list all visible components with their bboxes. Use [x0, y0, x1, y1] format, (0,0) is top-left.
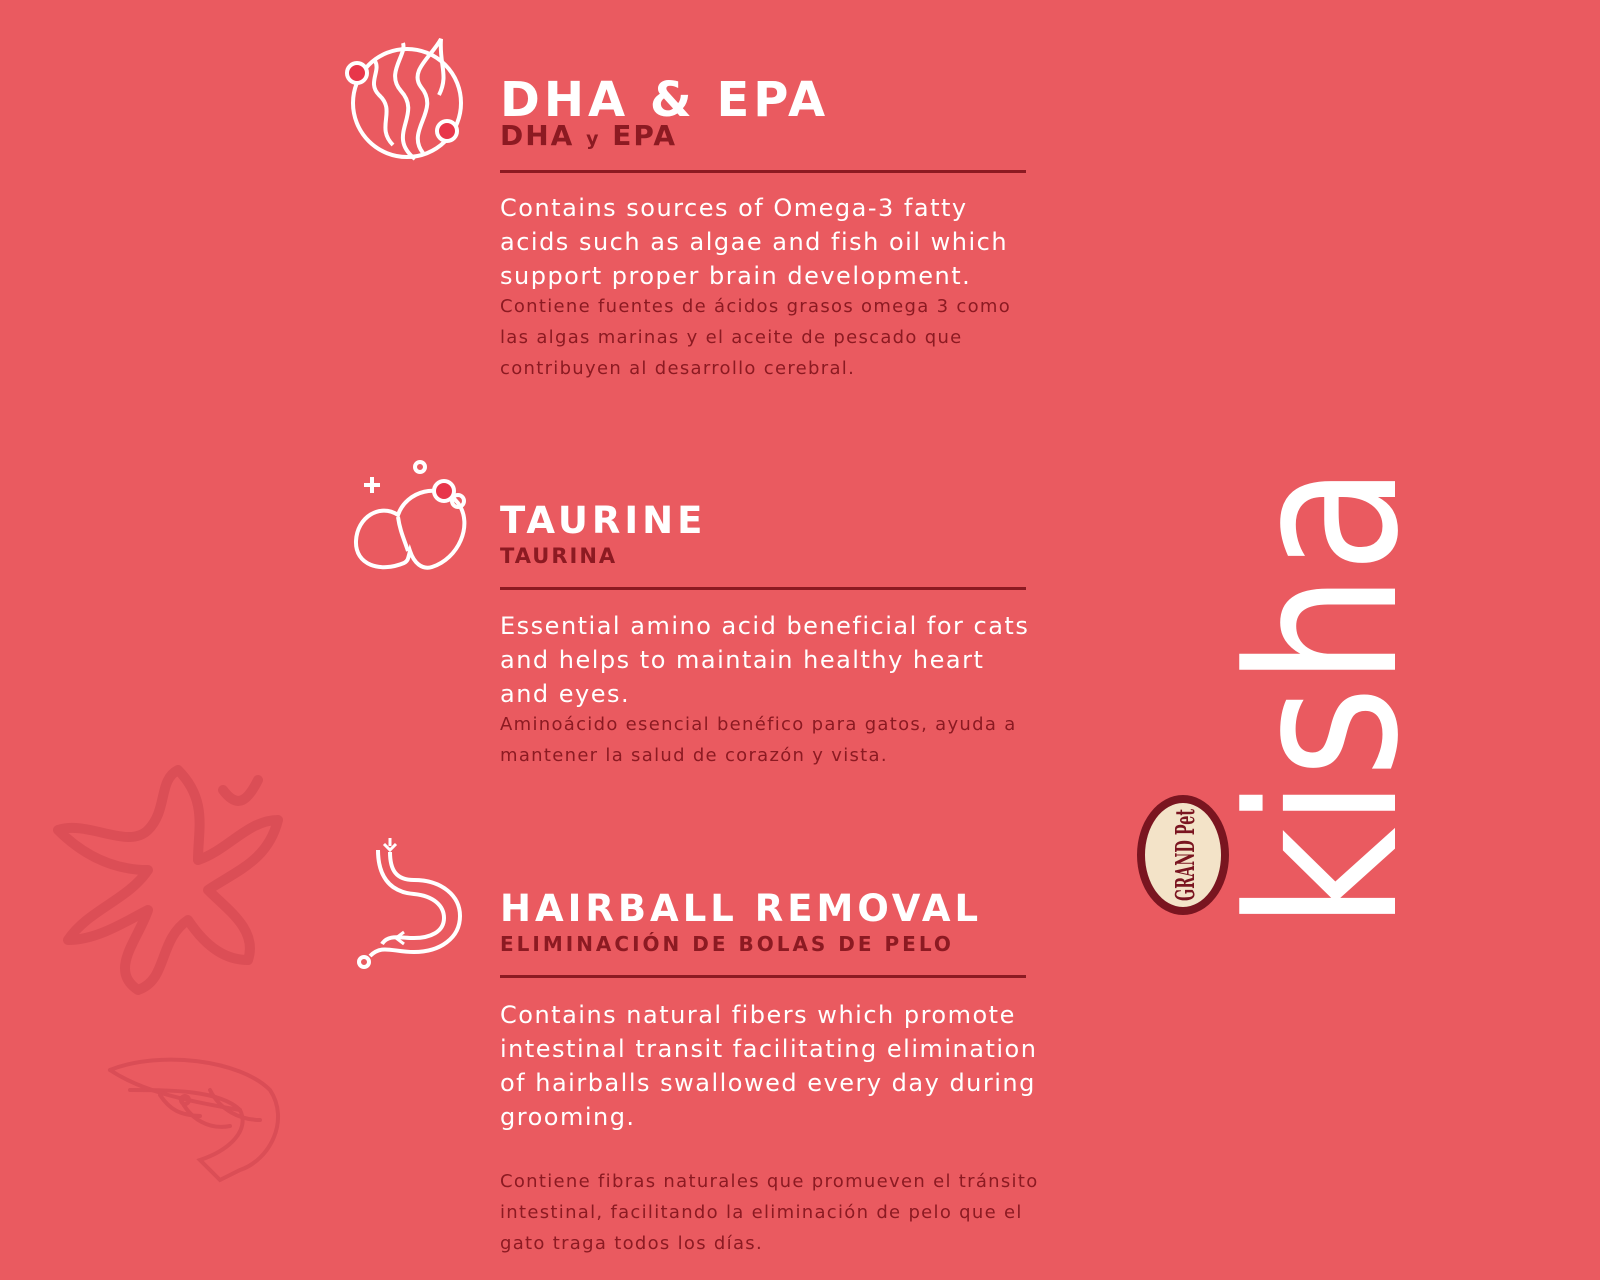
subtitle-conj: y — [586, 128, 601, 150]
shrimp-icon — [100, 1050, 290, 1190]
subtitle-dha: DHA — [500, 119, 575, 152]
description-es: Contiene fibras naturales que promueven el tránsito intestinal, facilitando la eliminación de pelo que el gato traga todos los días. — [500, 1171, 1039, 1254]
divider — [500, 587, 1026, 590]
section-subtitle — [500, 119, 677, 152]
description-es: Contiene fuentes de ácidos grasos omega 3 como las algas marinas y el aceite de pescado que contribuyen al desarrollo cerebral. — [500, 296, 1012, 379]
subtitle-epa: EPA — [612, 119, 677, 152]
section-subtitle: ELIMINACIÓN DE BOLAS DE PELO — [500, 932, 954, 956]
section-subtitle: TAURINA — [500, 544, 618, 568]
divider — [500, 170, 1026, 173]
description-es: Aminoácido esencial benéfico para gatos, ayuda a mantener la salud de corazón y vista. — [500, 714, 1017, 766]
description-en: Contains sources of Omega-3 fatty acids such as algae and fish oil which support proper brain development. — [500, 194, 1009, 290]
grand-pet-logo — [1134, 734, 1232, 917]
grand-pet-logo-text: GRAND Pet — [1171, 734, 1201, 901]
stomach-icon — [352, 840, 482, 970]
section-title: DHA & EPA — [500, 72, 830, 128]
heart-icon — [350, 455, 480, 585]
description-en: Contains natural fibers which promote intestinal transit facilitating elimination of hairballs swallowed every day during grooming. — [500, 1001, 1038, 1131]
seaweed-icon — [345, 35, 475, 165]
coral-icon — [48, 760, 288, 1000]
kisha-wordmark — [1206, 391, 1515, 930]
description-en: Essential amino acid beneficial for cats and helps to maintain healthy heart and eyes. — [500, 612, 1030, 708]
divider — [500, 975, 1026, 978]
section-title: HAIRBALL REMOVAL — [500, 887, 983, 930]
section-title: TAURINE — [500, 499, 707, 542]
kisha-wordmark-text: kisha — [1206, 391, 1444, 930]
